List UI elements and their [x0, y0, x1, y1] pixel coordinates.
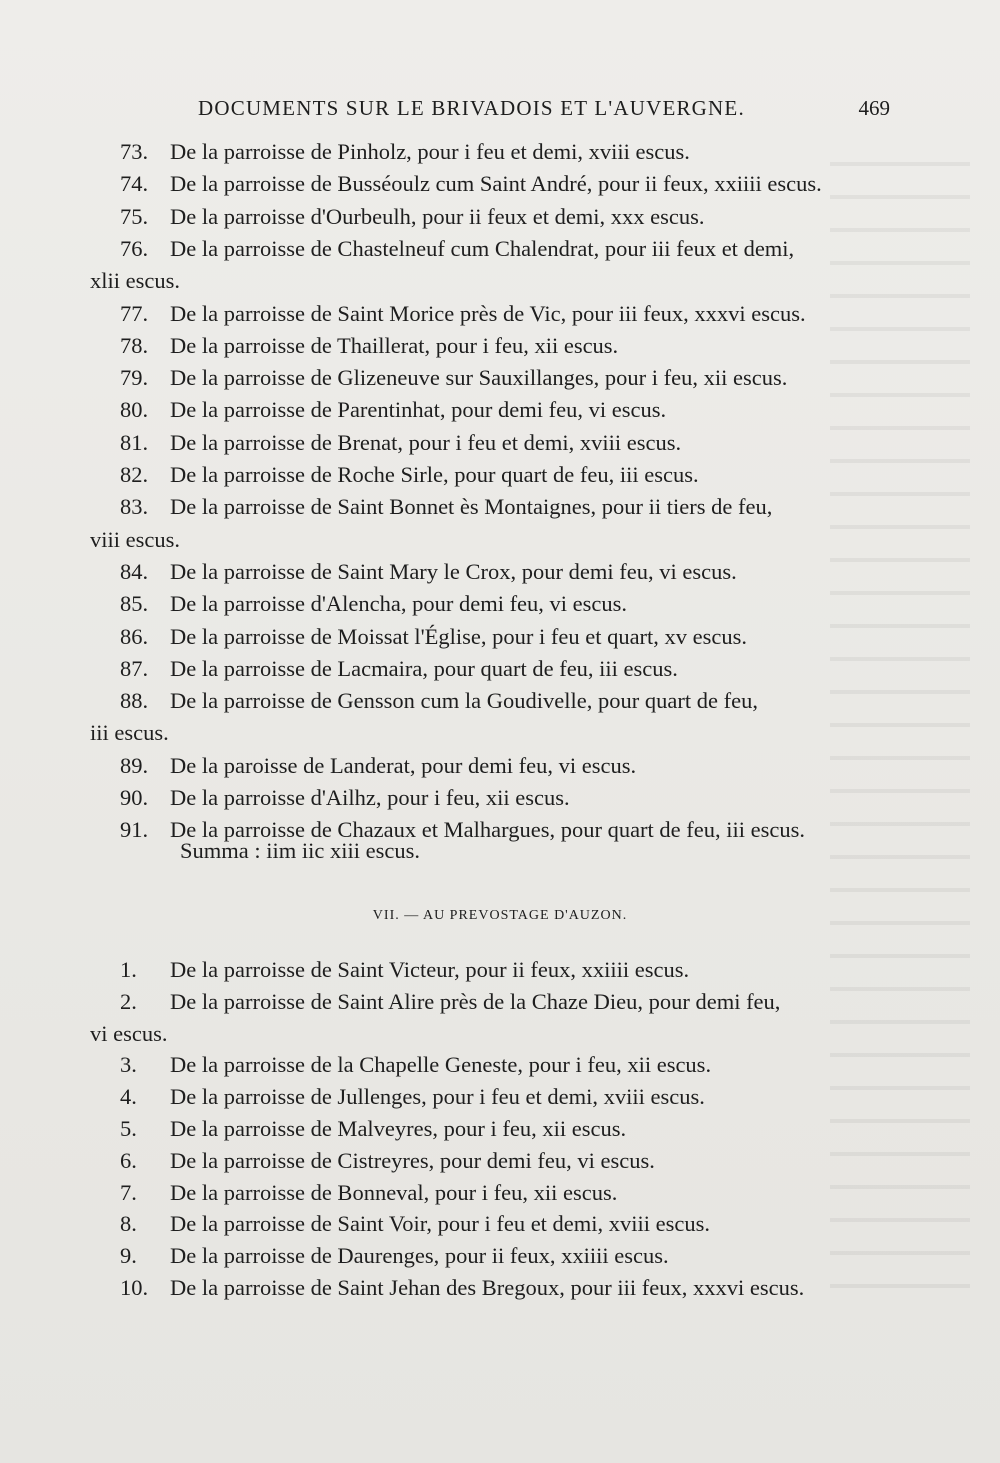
entry-number: 81. [120, 429, 149, 455]
entry-number: 77. [120, 300, 149, 326]
entry-number: 74. [120, 171, 149, 197]
entry-number: 78. [120, 332, 149, 358]
entry-number: 8. [120, 1211, 137, 1237]
entry-line [120, 137, 1000, 167]
entry-text: De la parroisse de Saint Bonnet ès Montaignes, pour ii tiers de feu, [170, 494, 773, 520]
entry-text: De la parroisse de Saint Victeur, pour ii feux, xxiiii escus. [170, 957, 690, 982]
entry-line [120, 331, 1000, 361]
entry-text: vi escus. [90, 1020, 168, 1046]
entry-text: De la parroisse de Saint Voir, pour i feu et demi, xviii escus. [170, 1211, 711, 1237]
entry-line [120, 1178, 1000, 1208]
entry-line [120, 492, 1000, 522]
entry-text: De la parroisse de Saint Alire près de la Chaze Dieu, pour demi feu, [170, 988, 781, 1014]
running-title: DOCUMENTS SUR LE BRIVADOIS ET L'AUVERGNE. [198, 96, 745, 120]
entry-text: De la parroisse de la Chapelle Geneste, pour i feu, xii escus. [170, 1052, 712, 1078]
entry-number: 73. [120, 139, 149, 164]
entry-text: De la parroisse de Brenat, pour i feu et demi, xviii escus. [170, 429, 682, 455]
entry-text: De la parroisse de Saint Jehan des Bregoux, pour iii feux, xxxvi escus. [170, 1275, 805, 1300]
entry-number: 7. [120, 1179, 137, 1205]
entry-text: De la parroisse d'Ourbeulh, pour ii feux et demi, xxx escus. [170, 203, 705, 229]
entry-number: 82. [120, 462, 149, 487]
entry-text: De la parroisse de Busséoulz cum Saint André, pour ii feux, xxiiii escus. [170, 171, 822, 197]
entry-line [120, 299, 1000, 329]
entry-line [120, 987, 1000, 1017]
entry-number: 2. [120, 988, 137, 1014]
entry-number: 83. [120, 494, 149, 520]
entry-number: 1. [120, 957, 137, 982]
entry-number: 91. [120, 817, 149, 843]
entry-number: 84. [120, 558, 149, 584]
entry-number: 4. [120, 1084, 137, 1110]
entry-line [120, 622, 1000, 652]
entry-text: De la parroisse de Chastelneuf cum Chalendrat, pour iii feux et demi, [170, 235, 795, 261]
entry-line [120, 783, 1000, 813]
entry-line [120, 1050, 1000, 1080]
entry-line [120, 1209, 1000, 1239]
entry-text: De la parroisse de Cistreyres, pour demi feu, vi escus. [170, 1147, 655, 1173]
entry-text: De la parroisse de Pinholz, pour i feu et demi, xviii escus. [170, 139, 690, 164]
entry-number: 80. [120, 397, 149, 423]
entry-text: De la parroisse de Roche Sirle, pour quart de feu, iii escus. [170, 462, 699, 487]
entry-number: 3. [120, 1052, 137, 1078]
entry-text: De la parroisse de Daurenges, pour ii feux, xxiiii escus. [170, 1243, 669, 1269]
entry-line [120, 202, 1000, 232]
entry-text: De la paroisse de Landerat, pour demi feu, vi escus. [170, 752, 637, 778]
entry-line [120, 428, 1000, 458]
entry-text: De la parroisse de Gensson cum la Goudivelle, pour quart de feu, [170, 688, 758, 714]
entry-line [120, 460, 1000, 490]
entry-line [120, 751, 1000, 781]
entry-text: xlii escus. [90, 268, 180, 294]
entry-text: iii escus. [90, 720, 169, 746]
entry-number: 89. [120, 752, 149, 778]
entry-line [120, 589, 1000, 619]
entry-text: De la parroisse de Chazaux et Malhargues, pour quart de feu, iii escus. [170, 817, 805, 843]
entry-line [120, 1273, 1000, 1303]
entry-number: 5. [120, 1116, 137, 1141]
entry-text: De la parroisse de Saint Morice près de Vic, pour iii feux, xxxvi escus. [170, 300, 806, 326]
entry-number: 9. [120, 1243, 137, 1269]
entry-text: De la parroisse de Glizeneuve sur Sauxillanges, pour i feu, xii escus. [170, 365, 788, 391]
entry-continuation [90, 266, 1000, 296]
entry-text: De la parroisse de Parentinhat, pour demi feu, vi escus. [170, 397, 667, 423]
entry-text: De la parroisse de Jullenges, pour i feu et demi, xviii escus. [170, 1084, 705, 1110]
page-header [90, 96, 890, 126]
entry-line [120, 1241, 1000, 1271]
entry-line [120, 955, 1000, 985]
entry-number: 6. [120, 1147, 137, 1173]
entry-number: 79. [120, 365, 149, 391]
section-title: VII. — AU PREVOSTAGE D'AUZON. [372, 908, 628, 923]
entry-line [120, 234, 1000, 264]
entry-line [120, 169, 1000, 199]
entry-text: De la parroisse de Bonneval, pour i feu, xii escus. [170, 1179, 618, 1205]
entry-text: De la parroisse de Saint Mary le Crox, pour demi feu, vi escus. [170, 558, 737, 584]
entry-text: De la parroisse d'Alencha, pour demi feu, vi escus. [170, 591, 628, 617]
entry-text: De la parroisse d'Ailhz, pour i feu, xii escus. [170, 785, 570, 810]
page-number: 469 [858, 96, 890, 120]
entry-line [120, 1146, 1000, 1176]
entry-text: viii escus. [90, 526, 180, 552]
entry-line [120, 686, 1000, 716]
entry-number: 76. [120, 235, 149, 261]
entry-number: 85. [120, 591, 149, 617]
entry-line [120, 1114, 1000, 1144]
entry-line [120, 654, 1000, 684]
entry-number: 90. [120, 785, 149, 810]
summa-line: Summa : iim iic xiii escus. [180, 838, 420, 863]
entry-number: 86. [120, 623, 149, 649]
entry-number: 75. [120, 203, 149, 229]
entry-number: 10. [120, 1275, 149, 1300]
entry-number: 87. [120, 655, 149, 681]
entry-continuation [90, 718, 1000, 748]
entry-line [120, 557, 1000, 587]
entry-text: De la parroisse de Thaillerat, pour i feu, xii escus. [170, 332, 619, 358]
entry-text: De la parroisse de Moissat l'Église, pour i feu et quart, xv escus. [170, 623, 748, 649]
entry-line [120, 395, 1000, 425]
entry-text: De la parroisse de Lacmaira, pour quart de feu, iii escus. [170, 655, 678, 681]
entry-line [120, 1082, 1000, 1112]
entry-continuation [90, 525, 1000, 555]
entry-continuation [90, 1019, 1000, 1049]
entry-text: De la parroisse de Malveyres, pour i feu, xii escus. [170, 1116, 627, 1141]
entry-number: 88. [120, 688, 149, 714]
entry-line [120, 363, 1000, 393]
